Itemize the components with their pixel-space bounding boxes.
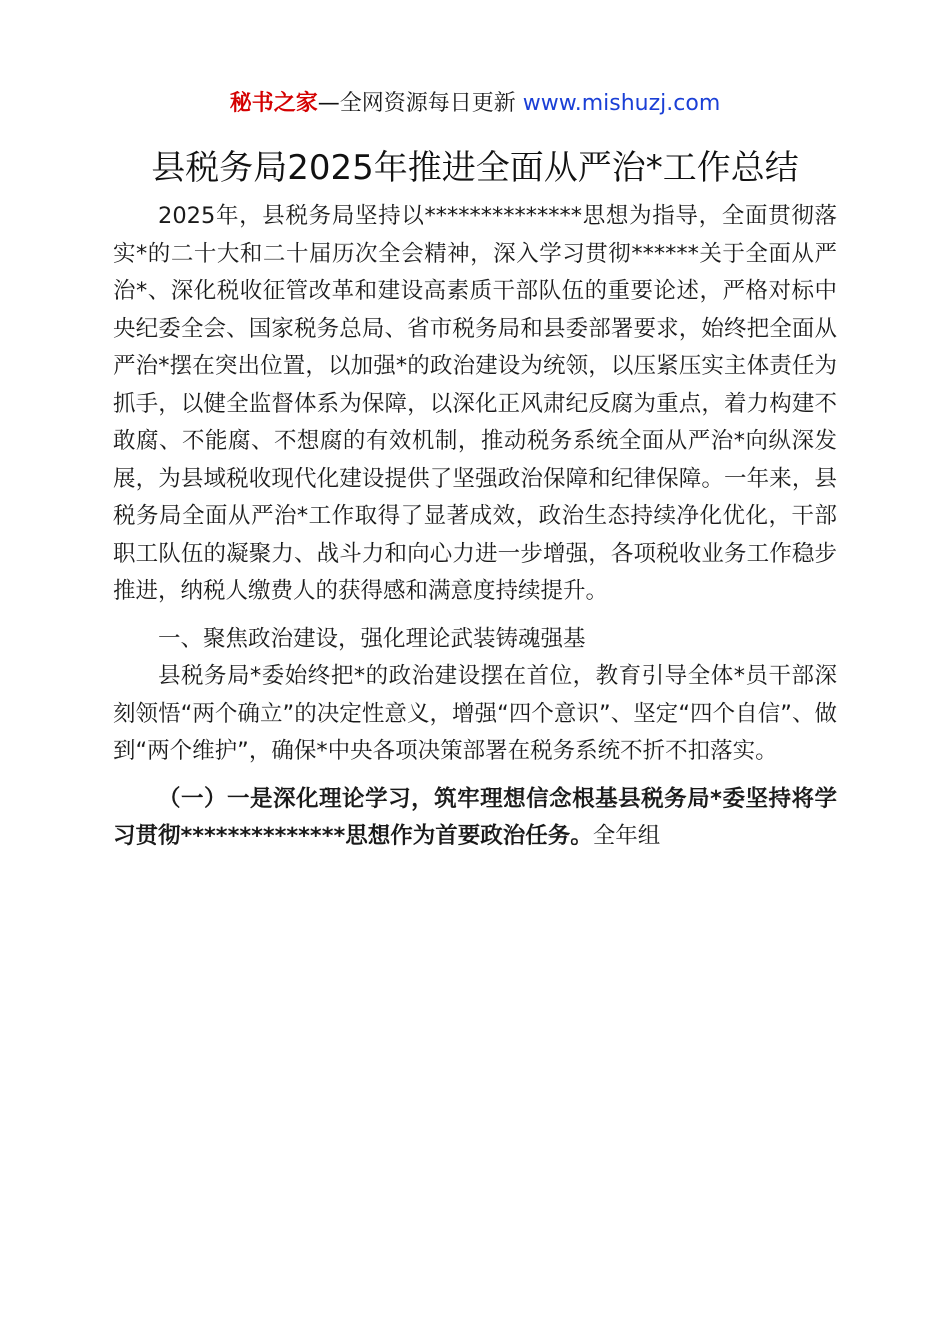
header-separator: — [317, 91, 340, 116]
subsection-rest-text: 全年组 [592, 823, 661, 849]
section-paragraph: 县税务局*委始终把*的政治建设摆在首位，教育引导全体*员干部深刻领悟“两个确立”的决定性意义，增强“四个意识”、坚定“四个自信”、做到“两个维护”，确保*中央各项决策部署在税务系统不折不扣落实。 [113, 663, 837, 764]
intro-paragraph: 2025年，县税务局坚持以**************思想为指导，全面贯彻落实*的二十大和二十届历次全会精神，深入学习贯彻******关于全面从严治*、深化税收征管改革和建设高素质干部队伍的重要论述，严格对标中央纪委全会、国家税务总局、省市税务局和县委部署要求，始终把全面从严治*摆在突出位置，以加强*的政治建设为统领，以压紧压实主体责任为抓手，以健全监督体系为保障，以深化正风肃纪反腐为重点，着力构建不敢腐、不能腐、不想腐的有效机制，推动税务系统全面从严治*向纵深发展，为县域税收现代化建设提供了坚强政治保障和纪律保障。一年来，县税务局全面从严治*工作取得了显著成效，政治生态持续净化优化，干部职工队伍的凝聚力、战斗力和向心力进一步增强，各项税收业务工作稳步推进，纳税人缴费人的获得感和满意度持续提升。 [113, 203, 837, 604]
document-body [113, 198, 837, 856]
site-url-link[interactable]: www.mishuzj.com [522, 91, 721, 116]
brand-name: 秘书之家 [229, 91, 318, 116]
header-tagline: 全网资源每日更新 [339, 91, 516, 116]
subsection-bold-text: （一）一是深化理论学习，筑牢理想信念根基县税务局*委坚持将学习贯彻**************思想作为首要政治任务。 [113, 785, 837, 849]
subsection-paragraph [113, 781, 837, 856]
section-heading: 一、聚焦政治建设，强化理论武装铸魂强基 [158, 625, 586, 652]
document-title: 县税务局2025年推进全面从严治*工作总结 [151, 148, 799, 188]
site-header [0, 88, 950, 120]
